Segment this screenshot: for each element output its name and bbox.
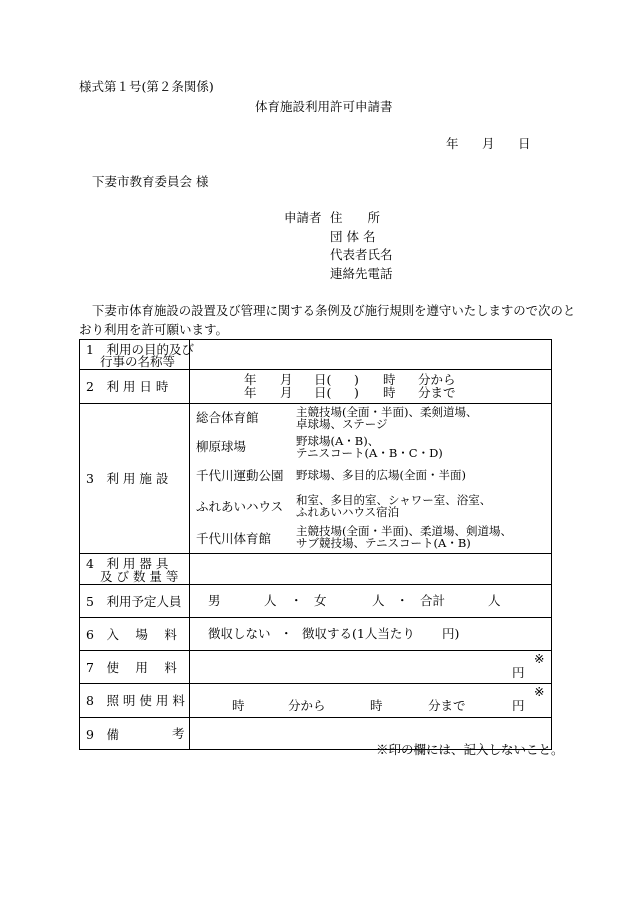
attendees-input-cell[interactable] xyxy=(190,585,552,618)
row-admission-fee xyxy=(80,618,552,651)
lighting-to-hour: 時 xyxy=(370,698,383,713)
facility-name[interactable]: 柳原球場 xyxy=(196,439,247,454)
row-admission-fee-label-cell xyxy=(80,618,190,651)
attendees-male-label: 男 xyxy=(208,593,221,608)
row-remarks-label-right: 考 xyxy=(172,726,185,741)
applicant-representative-label: 代表者氏名 xyxy=(330,247,393,262)
row-purpose-label-line2: 行事の名称等 xyxy=(100,354,176,369)
facility-detail: 野球場、多目的広場(全面・半面) xyxy=(296,468,466,482)
application-form-table xyxy=(79,339,552,750)
facility-detail: サブ競技場、テニスコート(A・B) xyxy=(296,536,471,550)
intro-text-line1: 下妻市体育施設の設置及び管理に関する条例及び施行規則を遵守いたしますので次のと xyxy=(92,303,576,318)
applicant-phone-label: 連絡先電話 xyxy=(330,266,393,281)
row-remarks-label-left: 9 備 xyxy=(86,727,119,742)
facility-detail: 主競技場(全面・半面)、柔剣道場、 xyxy=(296,405,478,419)
row-lighting-fee-label: 8 照 明 使 用 料 xyxy=(86,693,185,708)
datetime-to-month: 月 xyxy=(280,385,293,400)
admission-fee-yen: 円) xyxy=(442,626,460,641)
row-facilities-label: 3 利 用 施 設 xyxy=(86,471,169,486)
row-datetime xyxy=(80,370,552,404)
admission-fee-separator: ・ xyxy=(280,626,293,641)
row-equipment-label-line2: 及 び 数 量 等 xyxy=(100,569,179,584)
date-month-label: 月 xyxy=(482,136,495,151)
row-purpose-label-cell xyxy=(80,340,194,370)
datetime-to-year: 年 xyxy=(244,385,257,400)
datetime-from-hour: 時 xyxy=(383,372,396,387)
facility-detail: 卓球場、ステージ xyxy=(296,417,388,431)
usage-fee-yen: 円 xyxy=(512,665,525,680)
attendees-total-unit: 人 xyxy=(488,593,501,608)
datetime-to-minute: 分まで xyxy=(418,385,456,400)
row-equipment-label-line1: 4 利 用 器 具 xyxy=(86,556,169,571)
purpose-input-cell[interactable] xyxy=(190,340,552,370)
row-datetime-label: 2 利 用 日 時 xyxy=(86,379,169,394)
applicant-address-label: 住 所 xyxy=(330,210,381,225)
datetime-from-month: 月 xyxy=(280,372,293,387)
datetime-to-weekday-close: ) xyxy=(354,385,359,400)
row-equipment-label-cell xyxy=(80,554,190,585)
intro-text-line2: おり利用を許可願います。 xyxy=(79,322,229,337)
lighting-fee-yen: 円 xyxy=(512,698,525,713)
facilities-cell xyxy=(190,404,552,554)
lighting-to-minute: 分まで xyxy=(428,698,466,713)
date-year-label: 年 xyxy=(446,136,459,151)
row-attendees xyxy=(80,585,552,618)
row-lighting-fee xyxy=(80,684,552,718)
admission-fee-charge-option[interactable]: 徴収する(1人当たり xyxy=(302,626,415,641)
lighting-fee-office-mark: ※ xyxy=(534,684,545,699)
row-facilities xyxy=(80,404,552,554)
admission-fee-input-cell[interactable] xyxy=(190,618,552,651)
usage-fee-cell xyxy=(190,651,552,684)
datetime-to-hour: 時 xyxy=(383,385,396,400)
date-day-label: 日 xyxy=(518,136,531,151)
datetime-input-cell[interactable] xyxy=(190,370,552,404)
lighting-from-hour: 時 xyxy=(232,698,245,713)
attendees-separator: ・ xyxy=(290,593,303,608)
row-usage-fee-label: 7 使 用 料 xyxy=(86,660,177,675)
row-usage-fee xyxy=(80,651,552,684)
row-lighting-fee-label-cell xyxy=(80,684,190,718)
attendees-total-label: 合計 xyxy=(420,593,446,608)
datetime-from-weekday-close: ) xyxy=(354,372,359,387)
applicant-label: 申請者 xyxy=(284,210,322,225)
facility-name[interactable]: 千代川体育館 xyxy=(196,531,272,546)
row-equipment xyxy=(80,554,552,585)
facility-detail: 和室、多目的室、シャワー室、浴室、 xyxy=(296,493,492,507)
row-attendees-label-cell xyxy=(80,585,190,618)
row-datetime-label-cell xyxy=(80,370,190,404)
datetime-to-day: 日( xyxy=(314,385,332,400)
footnote: ※印の欄には、記入しないこと。 xyxy=(376,742,564,757)
row-admission-fee-label: 6 入 場 料 xyxy=(86,627,177,642)
datetime-from-day: 日( xyxy=(314,372,332,387)
row-purpose-label-line1: 1 利用の目的及び xyxy=(86,342,194,357)
facility-detail: 野球場(A・B)、 xyxy=(296,434,380,448)
addressee-name: 下妻市教育委員会 xyxy=(92,174,193,189)
form-number: 様式第１号(第２条関係) xyxy=(79,79,214,94)
datetime-from-year: 年 xyxy=(244,372,257,387)
attendees-separator: ・ xyxy=(396,593,409,608)
row-purpose xyxy=(80,340,552,370)
facility-detail: 主競技場(全面・半面)、柔道場、剣道場、 xyxy=(296,524,512,538)
addressee-honorific: 様 xyxy=(196,174,209,189)
facility-detail: テニスコート(A・B・C・D) xyxy=(296,446,443,460)
facility-name[interactable]: ふれあいハウス xyxy=(196,499,284,514)
lighting-from-minute: 分から xyxy=(288,698,326,713)
admission-fee-free-option[interactable]: 徴収しない xyxy=(208,626,271,641)
applicant-group-label: 団 体 名 xyxy=(330,229,376,244)
page-title: 体育施設利用許可申請書 xyxy=(255,99,393,114)
lighting-fee-cell xyxy=(190,684,552,718)
usage-fee-office-mark: ※ xyxy=(534,651,545,666)
facility-name[interactable]: 総合体育館 xyxy=(196,410,259,425)
row-attendees-label: 5 利用予定人員 xyxy=(86,594,182,609)
row-usage-fee-label-cell xyxy=(80,651,190,684)
row-facilities-label-cell xyxy=(80,404,190,554)
attendees-male-unit: 人 xyxy=(264,593,277,608)
facility-detail: ふれあいハウス宿泊 xyxy=(296,505,400,519)
attendees-female-label: 女 xyxy=(314,593,327,608)
attendees-female-unit: 人 xyxy=(372,593,385,608)
equipment-input-cell[interactable] xyxy=(190,554,552,585)
facility-name[interactable]: 千代川運動公園 xyxy=(196,468,284,483)
datetime-from-minute: 分から xyxy=(418,372,456,387)
row-remarks-label-cell xyxy=(80,718,190,750)
